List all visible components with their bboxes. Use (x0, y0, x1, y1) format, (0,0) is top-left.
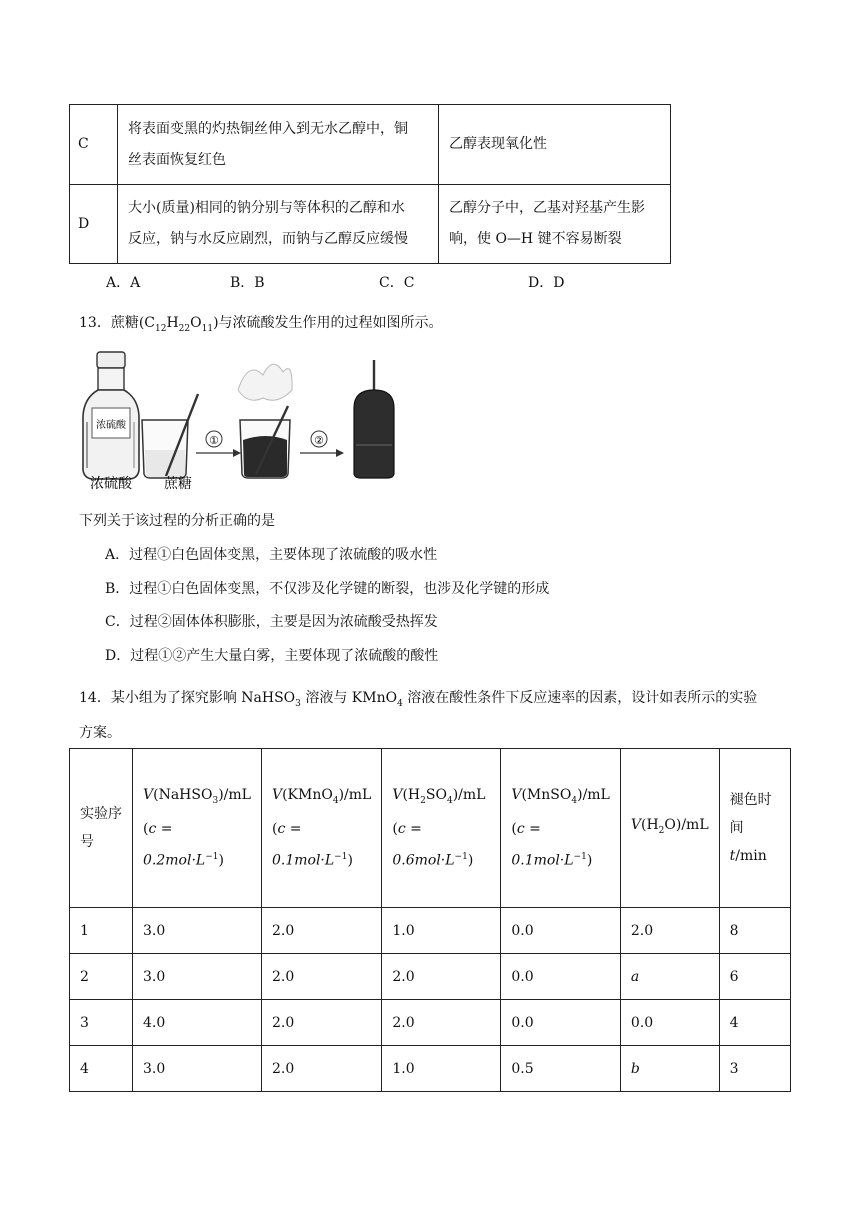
carbon-column-icon (354, 360, 394, 478)
q13-choice-c[interactable]: C．过程②固体体积膨胀，主要是因为浓硫酸受热挥发 (105, 614, 438, 630)
q14-stem-part: 溶液与 KMnO (300, 690, 398, 706)
cell: 2.0 (620, 908, 719, 954)
cell: 3.0 (133, 954, 262, 1000)
option-b[interactable]: B．B (230, 275, 265, 291)
q12-table (69, 104, 671, 264)
desc-line: 反应，钠与水反应剧烈，而钠与乙醇反应缓慢 (128, 231, 408, 247)
cell: 0.0 (501, 954, 621, 1000)
cell: 4 (719, 1000, 790, 1046)
cell: 3 (719, 1046, 790, 1092)
q13-stem: 13．蔗糖$(C_{12}H_{22}O_{11})$与浓硫酸发生作用的过程如图所示。 (79, 315, 443, 334)
desc-line: 将表面变黑的灼热铜丝伸入到无水乙醇中，铜 (128, 120, 408, 137)
header-conc: c = 0.6mol·L (392, 821, 455, 869)
cell: 0.0 (501, 908, 621, 954)
q13-question: 下列关于该过程的分析正确的是 (79, 513, 275, 529)
cell: 1 (70, 908, 133, 954)
cell: 3.0 (133, 1046, 262, 1092)
cell: 4.0 (133, 1000, 262, 1046)
q13-stem-suffix: )与浓硫酸发生作用的过程如图所示。 (213, 315, 443, 331)
cell-variable-a: a (620, 954, 719, 1000)
cell: 1.0 (382, 908, 501, 954)
option-c[interactable]: C．C (379, 275, 415, 291)
cell: 2.0 (261, 908, 381, 954)
cell: 0.0 (620, 1000, 719, 1046)
cell: 8 (719, 908, 790, 954)
caption-acid: 浓硫酸 (90, 476, 132, 492)
row-description (118, 185, 439, 264)
header-mnso4: V(MnSO$_4$)/mL $(c = 0.1mol\cdot L^{-1})$ (501, 749, 621, 908)
option-d[interactable]: D．D (528, 275, 565, 291)
table-header-row (70, 749, 791, 908)
cell-variable-b: b (620, 1046, 719, 1092)
cell: 2.0 (261, 954, 381, 1000)
sugar-beaker-icon (142, 394, 198, 478)
conclusion-line: 乙醇分子中，乙基对羟基产生影 (449, 200, 645, 216)
table-row (70, 908, 791, 954)
bottle-label: 浓硫酸 (96, 420, 126, 431)
header-fade-time: 褪色时间 t/min (719, 749, 790, 908)
conclusion-line: 响，使 O—H 键不容易断裂 (449, 231, 622, 247)
header-unit: /mL (344, 787, 372, 804)
step1-label: ① (209, 434, 219, 447)
cell: 0.5 (501, 1046, 621, 1092)
option-a[interactable]: A．A (106, 275, 141, 291)
row-conclusion (439, 185, 671, 264)
table-row (70, 1000, 791, 1046)
cell: 2 (70, 954, 133, 1000)
header-unit: /mL (458, 787, 486, 804)
q14-stem-part: 溶液在酸性条件下反应速率的因素，设计如表所示的实验 (402, 690, 758, 706)
cell: 2.0 (261, 1000, 381, 1046)
header-unit: /mL (681, 817, 709, 834)
cell: 0.0 (501, 1000, 621, 1046)
cell: 3 (70, 1000, 133, 1046)
table-row (70, 105, 671, 185)
header-conc: c = 0.1mol·L (511, 821, 574, 869)
cell: 1.0 (382, 1046, 501, 1092)
reacting-beaker-icon (238, 364, 292, 478)
header-conc: c = 0.2mol·L (143, 821, 206, 869)
q13-choice-d[interactable]: D．过程①②产生大量白雾，主要体现了浓硫酸的酸性 (105, 648, 439, 664)
step2-label: ② (314, 434, 324, 447)
desc-line: 丝表面恢复红色 (128, 151, 226, 168)
q14-stem-part: 14．某小组为了探究影响 NaHSO (79, 690, 296, 706)
header-nahso3: V(NaHSO$_3$)/mL $(c = 0.2mol\cdot L^{-1})$ (133, 749, 262, 908)
header-unit: /mL (582, 787, 610, 804)
caption-sugar: 蔗糖 (164, 476, 192, 492)
cell: 2.0 (382, 954, 501, 1000)
cell: 3.0 (133, 908, 262, 954)
desc-line: 大小(质量)相同的钠分别与等体积的乙醇和水 (128, 200, 405, 216)
q13-stem-prefix: 13．蔗糖(C (79, 315, 155, 331)
row-conclusion (439, 105, 671, 185)
q13-choice-a[interactable]: A．过程①白色固体变黑，主要体现了浓硫酸的吸水性 (105, 547, 438, 563)
header-unit: /mL (223, 787, 251, 804)
header-h2o: $V(H_2O)/mL$ (620, 749, 719, 908)
header-h2so4: $V(H_2SO_4)/mL$ $(c = 0.6mol\cdot L^{-1})$ (382, 749, 501, 908)
row-description (118, 105, 439, 185)
q14-stem-line1: 14．某小组为了探究影响 NaHSO$_3$ 溶液与 KMnO$_4$ 溶液在酸性条件下反应速率的因素，设计如表所示的实验 (79, 690, 758, 709)
acid-bottle-icon (83, 352, 139, 479)
cell: 2.0 (382, 1000, 501, 1046)
table-row (70, 1046, 791, 1092)
q13-choice-b[interactable]: B．过程①白色固体变黑，不仅涉及化学键的断裂，也涉及化学键的形成 (105, 581, 550, 597)
table-row (70, 954, 791, 1000)
cell: 6 (719, 954, 790, 1000)
conclusion-line: 乙醇表现氧化性 (449, 136, 547, 152)
row-letter: D (70, 185, 118, 264)
header-text: 褪色时间 (729, 792, 772, 836)
cell: 2.0 (261, 1046, 381, 1092)
experiment-table (69, 748, 791, 1092)
header-kmno4: V(KMnO$_4$)/mL $(c = 0.1mol\cdot L^{-1})$ (261, 749, 381, 908)
table-row (70, 185, 671, 264)
q14-stem-line2: 方案。 (79, 725, 121, 741)
header-conc: c = 0.1mol·L (271, 821, 335, 869)
header-exp-no (70, 749, 133, 908)
sugar-acid-figure (78, 350, 408, 496)
row-letter: C (70, 105, 118, 185)
cell: 4 (70, 1046, 133, 1092)
header-unit: /min (735, 848, 767, 864)
header-text: 实验序号 (80, 806, 122, 850)
